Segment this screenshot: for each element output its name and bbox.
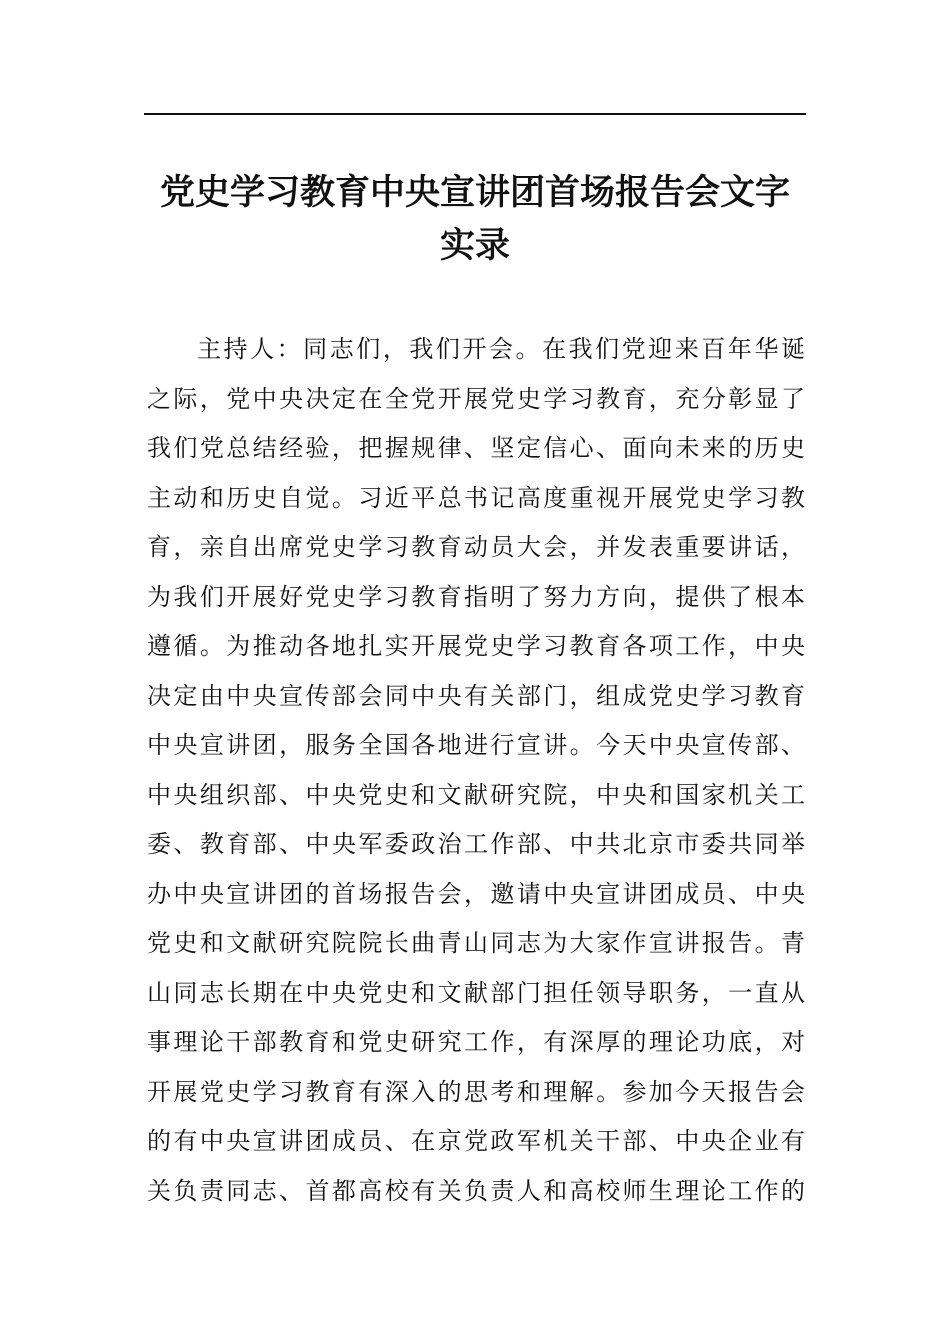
body-line: 遵循。为推动各地扎实开展党史学习教育各项工作，中央 [147, 632, 807, 660]
body-line: 委、教育部、中央军委政治工作部、中共北京市委共同举 [147, 830, 807, 858]
body-line: 事理论干部教育和党史研究工作，有深厚的理论功底，对 [147, 1028, 807, 1056]
body-line: 党史和文献研究院院长曲青山同志为大家作宣讲报告。青 [147, 929, 807, 957]
body-line: 山同志长期在中央党史和文献部门担任领导职务，一直从 [147, 978, 807, 1007]
body-line: 之际，党中央决定在全党开展党史学习教育，充分彰显了 [147, 384, 807, 413]
body-line: 我们党总结经验，把握规律、坚定信心、面向未来的历史 [147, 434, 807, 462]
body-line: 育，亲自出席党史学习教育动员大会，并发表重要讲话， [147, 533, 807, 561]
title-line-2: 实录 [439, 225, 510, 266]
body-paragraph [147, 325, 807, 1216]
body-line: 决定由中央宣传部会同中央有关部门，组成党史学习教育 [147, 681, 807, 710]
header-rule [144, 113, 806, 115]
body-line: 的有中央宣讲团成员、在京党政军机关干部、中央企业有 [147, 1127, 807, 1155]
body-line: 为我们开展好党史学习教育指明了努力方向，提供了根本 [147, 582, 807, 611]
document-title [144, 166, 806, 272]
title-line-1: 党史学习教育中央宣讲团首场报告会文字 [159, 172, 790, 213]
body-line: 中央宣讲团，服务全国各地进行宣讲。今天中央宣传部、 [147, 731, 807, 759]
body-line: 办中央宣讲团的首场报告会，邀请中央宣讲团成员、中央 [147, 879, 807, 908]
body-line: 主持人：同志们，我们开会。在我们党迎来百年华诞 [197, 335, 807, 363]
body-line: 开展党史学习教育有深入的思考和理解。参加今天报告会 [147, 1077, 807, 1106]
body-line: 关负责同志、首都高校有关负责人和高校师生理论工作的 [147, 1176, 807, 1205]
body-line: 中央组织部、中央党史和文献研究院，中央和国家机关工 [147, 780, 807, 809]
body-line: 主动和历史自觉。习近平总书记高度重视开展党史学习教 [147, 483, 807, 512]
